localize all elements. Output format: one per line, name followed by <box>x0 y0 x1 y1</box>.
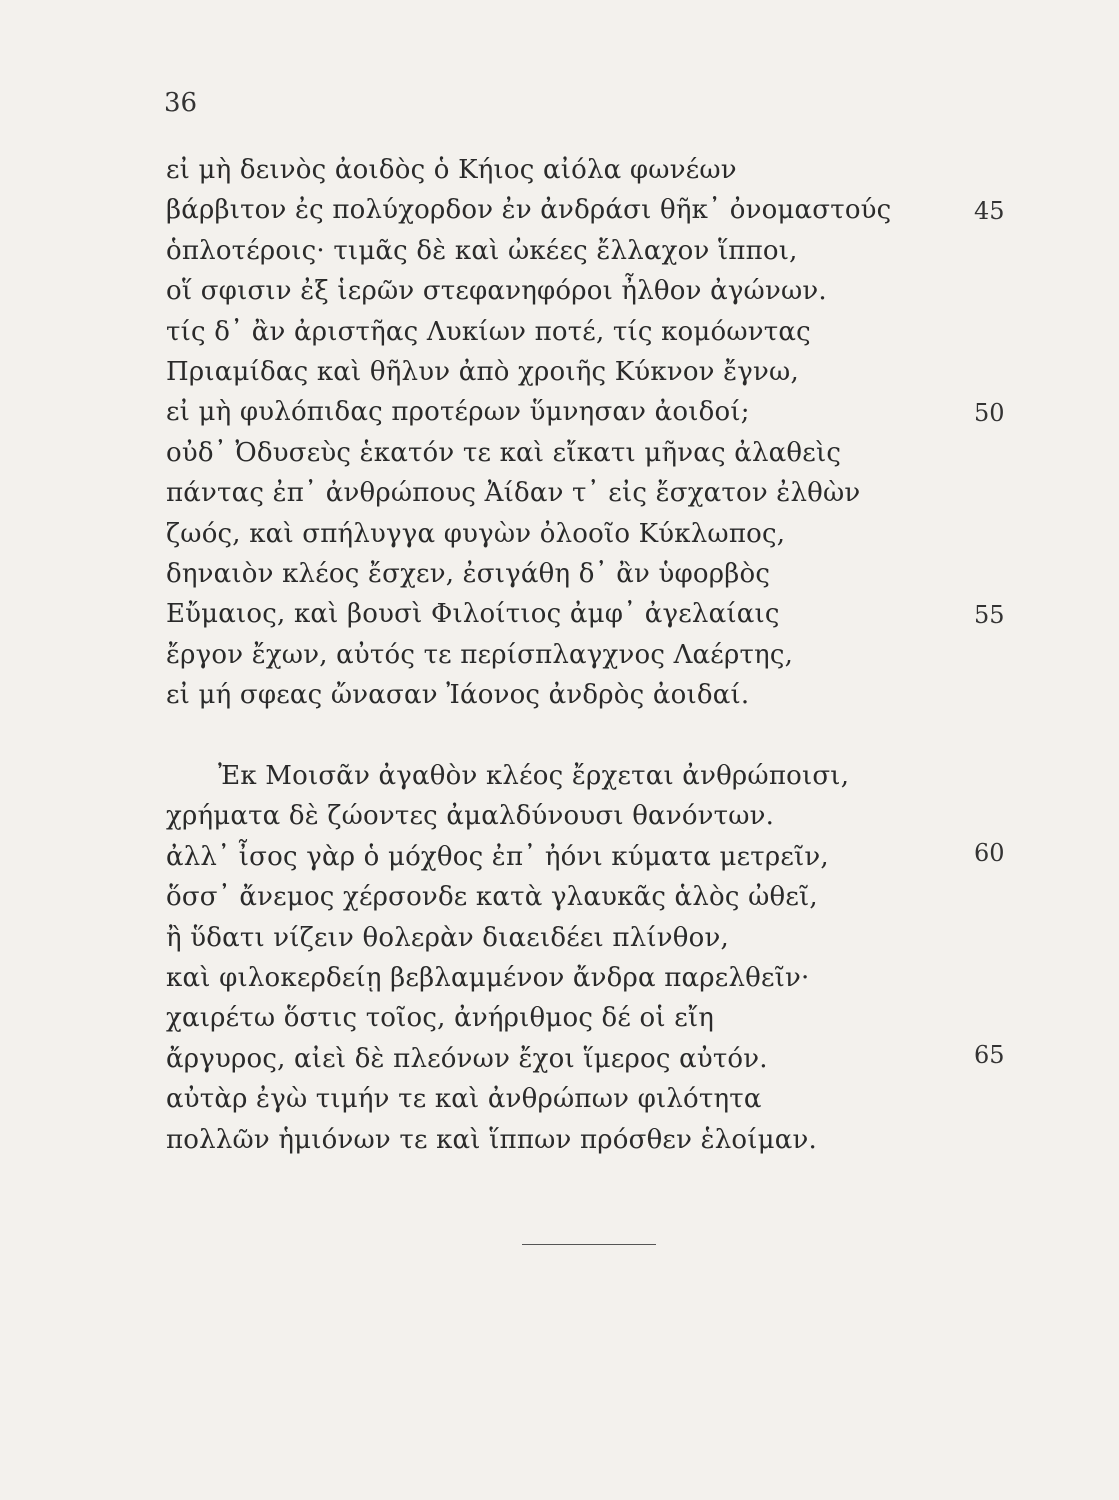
verse-line: ἔργον ἔχων, αὐτός τε περίσπλαγχνος Λαέρτης, <box>166 639 794 670</box>
verse-line: πάντας ἐπ᾽ ἀνθρώπους Ἀίδαν τ᾽ εἰς ἔσχατον ἐλθὼν <box>166 478 861 509</box>
verse-line: ὁπλοτέροις· τιμᾶς δὲ καὶ ὠκέες ἔλλαχον ἵπποι, <box>166 235 798 266</box>
verse-line: Εὔμαιος, καὶ βουσὶ Φιλοίτιος ἀμφ᾽ ἀγελαίαις <box>166 599 780 630</box>
verse-line-indented: Ἐκ Μοισᾶν ἀγαθὸν κλέος ἔρχεται ἀνθρώποισι, <box>218 761 850 791</box>
line-number-60: 60 <box>974 839 1005 867</box>
verse-line: βάρβιτον ἐς πολύχορδον ἐν ἀνδράσι θῆκ᾽ ὀνομαστούς <box>166 195 892 226</box>
stanza-1 <box>166 150 966 715</box>
verse-line: εἰ μὴ φυλόπιδας προτέρων ὕμνησαν ἀοιδοί; <box>166 397 750 428</box>
verse-line: ἄργυρος, αἰεὶ δὲ πλεόνων ἔχοι ἵμερος αὐτόν. <box>166 1043 768 1074</box>
verse-line: χρήματα δὲ ζώοντες ἀμαλδύνουσι θανόντων. <box>166 801 775 832</box>
line-number-45: 45 <box>974 197 1005 225</box>
verse-line: δηναιὸν κλέος ἔσχεν, ἐσιγάθη δ᾽ ἂν ὑφορβὸς <box>166 558 771 589</box>
verse-line: πολλῶν ἡμιόνων τε καὶ ἵππων πρόσθεν ἑλοίμαν. <box>166 1124 817 1155</box>
verse-line: Πριαμίδας καὶ θῆλυν ἀπὸ χροιῆς Κύκνον ἔγνω, <box>166 356 799 387</box>
verse-line: καὶ φιλοκερδείῃ βεβλαμμένον ἄνδρα παρελθεῖν· <box>166 962 810 993</box>
verse-line: οὐδ᾽ Ὀδυσεὺς ἑκατόν τε καὶ εἴκατι μῆνας ἀλαθεὶς <box>166 437 842 468</box>
line-number-50: 50 <box>974 399 1005 427</box>
verse-line: ἢ ὕδατι νίζειν θολερὰν διαειδέει πλίνθον, <box>166 922 729 953</box>
page-number: 36 <box>164 88 198 118</box>
verse-line: οἵ σφισιν ἐξ ἱερῶν στεφανηφόροι ἦλθον ἀγώνων. <box>166 276 827 307</box>
verse-line: αὐτὰρ ἐγὼ τιμήν τε καὶ ἀνθρώπων φιλότητα <box>166 1084 762 1115</box>
line-number-55: 55 <box>974 601 1005 629</box>
verse-line: τίς δ᾽ ἂν ἀριστῆας Λυκίων ποτέ, τίς κομόωντας <box>166 316 811 347</box>
stanza-2 <box>166 756 966 1160</box>
verse-line: ἀλλ᾽ ἶσος γὰρ ὁ μόχθος ἐπ᾽ ἠόνι κύματα μετρεῖν, <box>166 841 829 872</box>
verse-line: ὅσσ᾽ ἄνεμος χέρσονδε κατὰ γλαυκᾶς ἁλὸς ὠθεῖ, <box>166 882 818 913</box>
line-number-65: 65 <box>974 1041 1005 1069</box>
end-rule-divider <box>522 1244 656 1245</box>
verse-line: εἰ μὴ δεινὸς ἀοιδὸς ὁ Κήιος αἰόλα φωνέων <box>166 155 737 185</box>
verse-line: εἰ μή σφεας ὤνασαν Ἰάονος ἀνδρὸς ἀοιδαί. <box>166 680 750 711</box>
verse-line: ζωός, καὶ σπήλυγγα φυγὼν ὀλοοῖο Κύκλωπος, <box>166 518 786 549</box>
verse-line: χαιρέτω ὅστις τοῖος, ἀνήριθμος δέ οἱ εἴη <box>166 1003 715 1034</box>
